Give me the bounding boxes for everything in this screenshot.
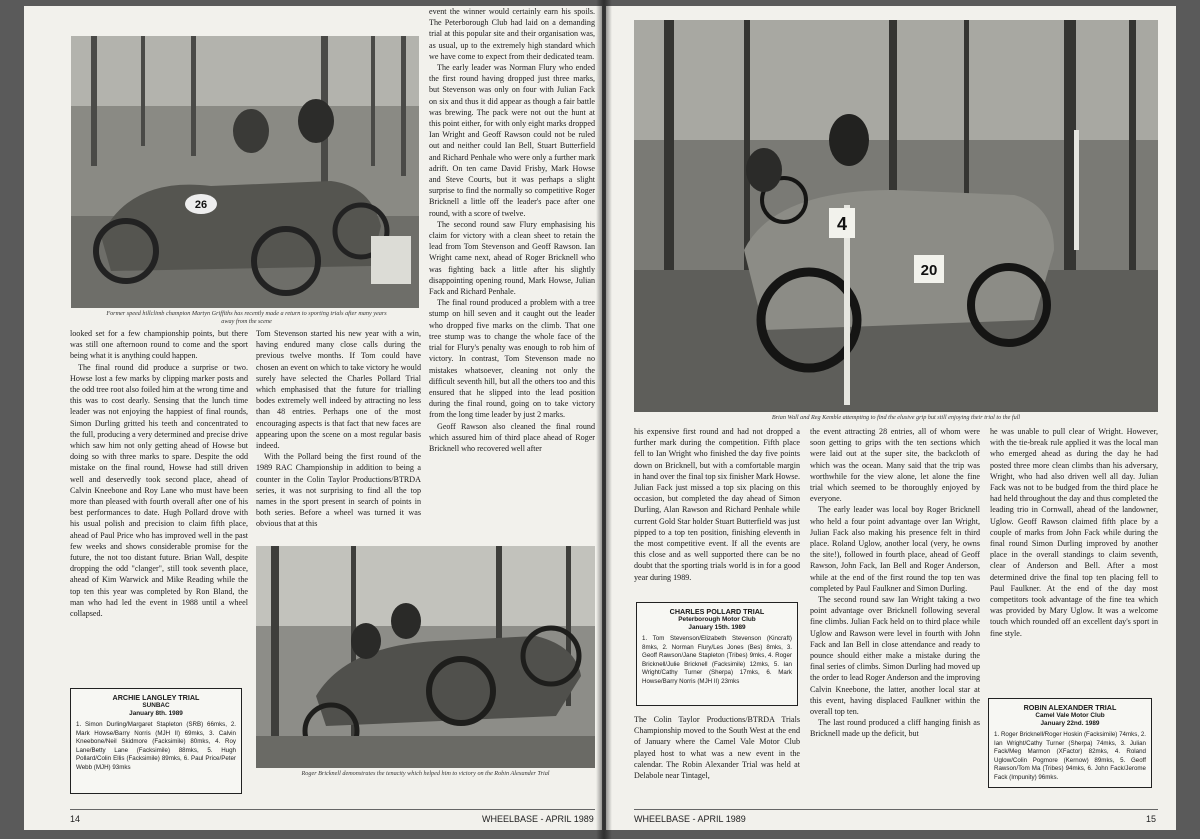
results-box-date: January 22nd. 1989 [1040, 720, 1100, 727]
paragraph: With the Pollard being the first round of the 1989 RAC Championship in addition to being a counter in the Colin Taylor Productions/BTRDA series, it was not surprising to find all the top names in the sport present in search of points in both series. Before a wheel was turned it was obvious that at this [256, 452, 421, 529]
section-marker-number: 4 [836, 214, 848, 234]
article-column-top-right [429, 6, 595, 454]
right-page [606, 6, 1176, 830]
footer-rule [634, 809, 1158, 810]
page-number: 15 [1146, 814, 1157, 824]
results-box-robin-alexander [988, 698, 1152, 788]
paragraph: The Colin Taylor Productions/BTRDA Trials Championship moved to the South West at the end of January where the Camel Vale Motor Club played host to what was a new event in the calendar. The Robin Alexander Trial was held at Delabole near Tintagel, [634, 715, 800, 781]
book-gutter [596, 0, 612, 839]
article-column-3 [990, 426, 1158, 639]
photo-caption-top: Former speed hillclimb champion Martyn Griffiths has recently made a return to sporting trials after many years away from the scene [106, 310, 387, 325]
results-box-club: Camel Vale Motor Club [1035, 712, 1105, 719]
results-box-title: ROBIN ALEXANDER TRIAL [1023, 703, 1117, 712]
paragraph: The second round saw Flury emphasising his claim for victory with a clean sheet to retain the lead from Tom Stevenson and Geoff Rawson. Ian Wright came next, ahead of Roger Bricknell who was fighting back a little after his slightly disappointing opening round, Mark Howse, Julian Fack and Richard Penhale. [429, 219, 595, 297]
paragraph: The last round produced a cliff hanging finish as Bricknell made up the deficit, but [810, 718, 980, 739]
car-number-plate: 20 [920, 262, 938, 279]
paragraph: event the winner would certainly earn his spoils. The Peterborough Club had laid on a demanding trial at this popular site and their organisation was, as usual, up to the extremely high standard which we have come to expect from their dedicated team. [429, 7, 595, 61]
results-box-archie-langley [70, 688, 242, 794]
footer-rule [70, 809, 595, 810]
article-column-middle [256, 328, 421, 530]
photo-caption-right: Brian Wall and Reg Kemble attempting to find the elusive grip but still enjoying their trial to the full [771, 414, 1021, 421]
results-box-date: January 15th. 1989 [688, 624, 746, 631]
photo-image [71, 36, 419, 308]
paragraph: his expensive first round and had not dropped a further mark during the competition. Fifth place fell to Ian Wright who finished the day five points down on Bricknell, but with a comfortable margin in hand over the final top six finisher Mark Howse. Julian Fack just missed a top six placing on this occasion, but completed the day ahead of Simon Durling, Alan Rawson and Richard Penhale while current Gold Star holder Stuart Butterfield was just pipped to a top ten position, finishing eleventh in the most competitive event. If all the events are this close and as well supported there can be no doubt that the sporting trials world is in for a good year during 1989. [634, 427, 800, 582]
results-box-date: January 8th. 1989 [129, 710, 183, 717]
results-box-results: 1. Simon Durling/Margaret Stapleton (SRB) 66mks, 2. Mark Howse/Barry Norris (MJH II) 69mks, 3. Calvin Kneebone/Neil Skidmore (Facksimile) 80mks, 4. Roy Lane/Betty Lane (Facksimile) 88mks, 5. Hugh Pollard/Colin Ellis (Facksimile) 89mks, 6. Paul Price/Peter Webb (MJH) 93mks [76, 721, 236, 771]
paragraph: The early leader was Norman Flury who ended the first round having dropped just three marks, but Stevenson was only on four with Julian Fack on six and thus it did appear as though a fair battle was brewing. The pack were not out the hunt at this point either, for with only eight marks dropped Ian Wright and Geoff Rawson could not be ruled out and neither could Ian Bell, Stuart Butterfield and Richard Penhale who were only a further mark adrift. On ten came David Frisby, Mark Howse and Steve Courts, but it was perhaps a slight surprise to find the normally so competitive Roger Bricknell a little off the leader's pace after one round, with a score of twelve. [429, 63, 595, 218]
paragraph: Geoff Rawson also cleaned the final round which assured him of third place ahead of Roger Bricknell who recovered well after [429, 421, 595, 453]
results-box-results: 1. Roger Bricknell/Roger Hoskin (Facksimile) 74mks, 2. Ian Wright/Cathy Turner (Sherpa) 74mks, 3. Julian Fack/Meg Marmon (XFactor) 82mks, 4. Roland Uglow/Colin Pogmore (Kernow) 89mks, 5. Geoff Rawson/Tom Ma (Tribes) 94mks, 6. John Fack/Jerome Fack (Impunity) 96mks. [994, 731, 1146, 781]
results-box-club: SUNBAC [142, 702, 170, 709]
page-footer-title: WHEELBASE - APRIL 1989 [634, 814, 746, 824]
photo-trial-car-griffiths [71, 36, 419, 308]
paragraph: Tom Stevenson started his new year with a win, having endured many close calls during the previous twelve months. If Tom could have chosen an event on which to take victory he would surely have selected the Charles Pollard Trial which emphasised that the future for trialling bodes extremely well indeed by attracting no less than 48 entries. Perhaps one of the most encouraging aspects is that fact that new faces are appearing upon the scene on a most regular basis indeed. [256, 329, 421, 451]
paragraph: The second round saw Ian Wright taking a two point advantage over Bricknell following several fine climbs. Julian Fack held on to third place while Uglow and Rawson were level in fourth with John Fack and Ian Bell in close attendance and ready to pounce should either make a mistake during the final series of climbs. Simon Durling had moved up the order to lead Roger Anderson and the improving Calvin Kneebone, the latter, another local star at this event, having displaced Faulkner within the overall top ten. [810, 595, 980, 717]
photo-wall-kemble-trial [634, 20, 1158, 412]
photo-caption-bottom: Roger Bricknell demonstrates the tenacity which helped him to victory on the Robin Alexander Trial [301, 770, 550, 777]
paragraph: he was unable to pull clear of Wright. However, with the tie-break rule applied it was the local man who emerged ahead as during the day he had posted three more clean climbs than his adversary, Wright, who had also driven well all day. Julian Fack was not to be budged from the third place he had held throughout the day and thus completed the leading trio in Cornwall, ahead of the landowner, Uglow. Geoff Rawson claimed fifth place by a couple of marks from John Fack while during the final round Simon Durling improved by another place in the overall standings to claim seventh, clear of Anderson and Bell. After a most determined drive the final top ten placing fell to Paul Faulkner. At the end of the day most competitors took advantage of the fine tea which was provided by Mary Uglow. It was a welcome touch which rounded off an excellent day's sport in fine style. [990, 427, 1158, 638]
paragraph: The final round did produce a surprise or two. Howse lost a few marks by clipping marker posts and the odd tree root also foiled him at the wrong time and this was to cost dearly. Sensing that the lunch time leader was not enjoying the happiest of final rounds, Simon Durling gritted his teeth and concentrated to the full, producing a very determined and precise drive which saw him not only getting ahead of Howse but doing so with three marks to spare. Despite the odd mistake on the final round, Howse had still driven well and deservedly took second place, ahead of Calvin Kneebone and Roy Lane who must have been more than pleased with fourth overall after one of his best performances to date. Hugh Pollard drove with his usual polish and precision to claim fifth place, ahead of Paul Price who has improved well in the past few weeks and shows considerable promise for the future, the not too distant future. Brian Wall, despite dropping the odd "clanger", still took seventh place, ahead of Kim Warwick and Mike Reading while the top ten this year was completed by Ron Bland, the man who had led the event in 1988 until a wheel collapsed. [70, 362, 248, 619]
photo-bricknell-trial [256, 546, 595, 768]
results-box-results: 1. Tom Stevenson/Elizabeth Stevenson (Kincraft) 8mks, 2. Norman Flury/Les Jones (Bes) 8mks, 3. Geoff Rawson/Jane Stapleton (Tribes) 9mks, 4. Roger Bricknell/Julie Bricknell (Facksimile) 12mks, 5. Ian Wright/Cathy Turner (Sherpa) 17mks, 6. Mark Howse/Barry Norris (MJH II) 23mks [642, 635, 792, 685]
paragraph: The final round produced a problem with a tree stump on hill seven and it caught out the leader who dropped five marks on the climb. That one tree stump was to change the whole face of the trial for Flury's penalty was enough to rob him of victory. In contrast, Tom Stevenson made no mistakes whatsoever, cleaning not only the difficult seventh hill, but all the others too and this ensured that he slipped into the lead position during the final round, going on to take victory from the long time leader by just 2 marks. [429, 298, 595, 420]
left-page [24, 6, 602, 830]
paragraph: The early leader was local boy Roger Bricknell who held a four point advantage over Ian Wright, Julian Fack also making his presence felt in third place. Roland Uglow, another local (very, he owns the site!), followed in fourth place, ahead of Geoff Rawson, John Fack, Ian Bell and Roger Anderson, while at the end of the first round the top ten was completed by Paul Faulkner and Simon Durling. [810, 505, 980, 593]
results-box-title: ARCHIE LANGLEY TRIAL [112, 693, 200, 702]
page-footer-title: WHEELBASE - APRIL 1989 [482, 814, 594, 824]
paragraph: the event attracting 28 entries, all of whom were soon getting to grips with the ten sections which were laid out at the super site, the backcloth of which was the ocean. Many said that the trip was worthwhile for the view alone, let alone the fine trial which seemed to be thoroughly enjoyed by everyone. [810, 427, 980, 504]
results-box-club: Peterborough Motor Club [678, 616, 756, 623]
article-column-2 [810, 426, 980, 740]
results-box-title: CHARLES POLLARD TRIAL [669, 607, 765, 616]
article-column-1b [634, 714, 800, 781]
photo-image [634, 20, 1158, 412]
results-box-charles-pollard [636, 602, 798, 706]
page-number: 14 [70, 814, 81, 824]
article-column-1 [634, 426, 800, 583]
car-number-plate: 26 [194, 199, 208, 211]
photo-image [256, 546, 595, 768]
paragraph: looked set for a few championship points, but there was still one afternoon round to come and the sport being what it is anything could happen. [70, 329, 248, 361]
article-column-left [70, 328, 248, 619]
